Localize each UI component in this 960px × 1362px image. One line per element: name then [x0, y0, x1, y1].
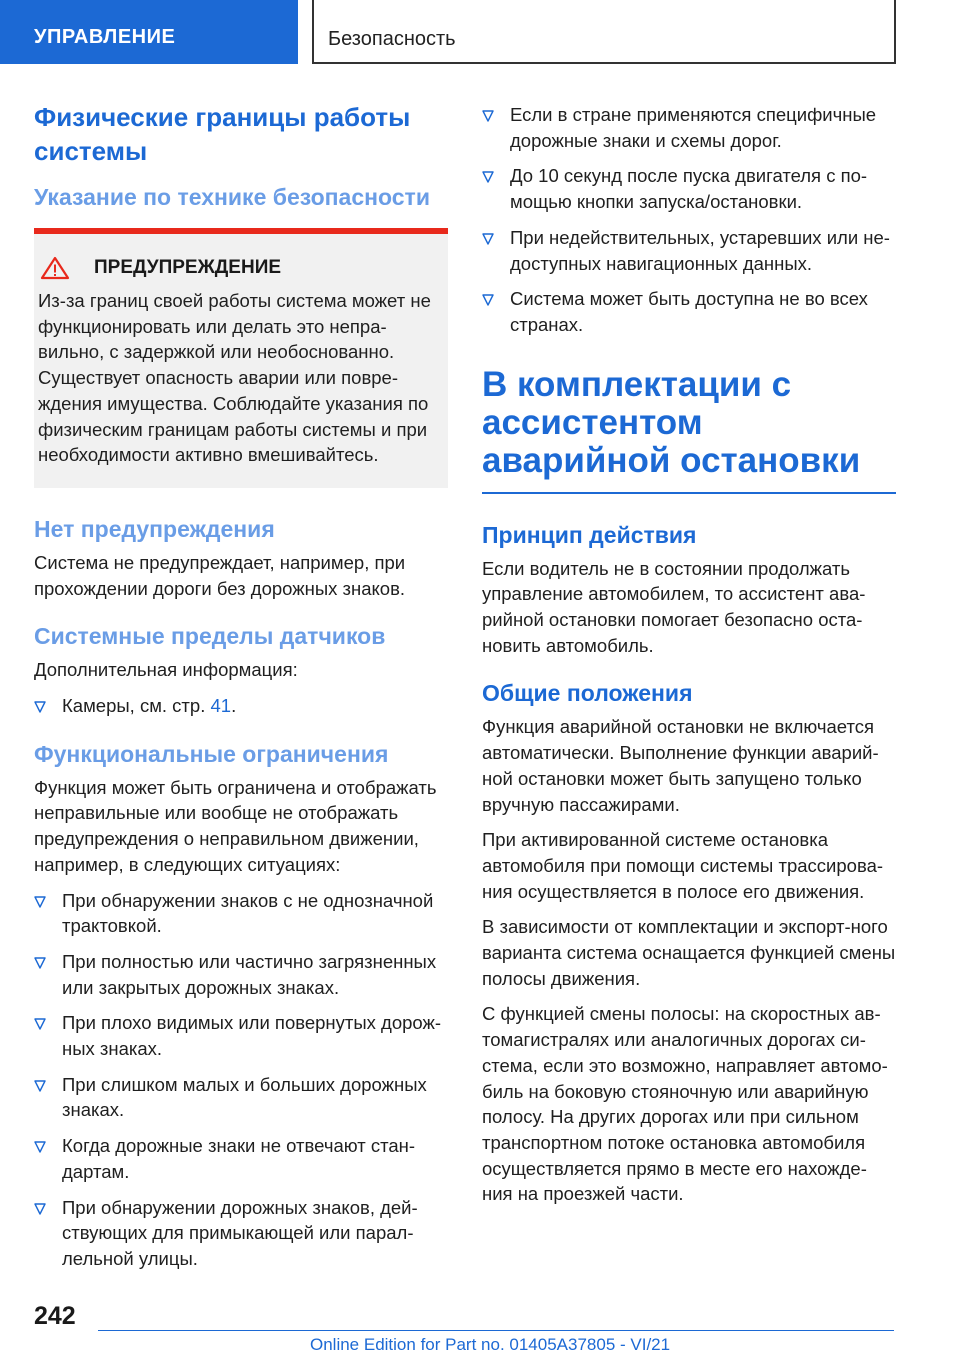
triangle-bullet-icon — [34, 1010, 62, 1061]
no-warning-heading: Нет предупреждения — [34, 515, 275, 542]
sensor-limits-text: Дополнительная информация: — [34, 659, 298, 681]
triangle-bullet-icon — [34, 1072, 62, 1123]
principle-heading: Принцип действия — [482, 521, 697, 548]
emergency-stop-title: В комплектации с ассистентом аварийной остановки — [482, 364, 861, 480]
list-item-text: При обнаружении дорожных знаков, дей-ствующих для примыкающей или парал-лельной улицы. — [62, 1196, 418, 1269]
general-paragraph: Функция аварийной остановки не включается автоматически. Выполнение функции аварий-ной остановки может быть запущено только вручную пассажирами. — [482, 716, 879, 815]
list-item-text: При плохо видимых или повернутых дорож-ных знаках. — [62, 1012, 442, 1060]
triangle-bullet-icon — [34, 693, 62, 719]
list-item — [34, 1133, 448, 1184]
functional-limits-list — [34, 888, 448, 1272]
general-heading: Общие положения — [482, 680, 693, 707]
warning-text: Из-за границ своей работы система может не функционировать или делать это непра-вильно, с задержкой или необоснованно. Существует опасность аварии или повре-ждения имущества. Соблюдайте указания по физическим границам работы системы и при необходимости активно вмешивайтесь. — [38, 290, 431, 466]
title-rule — [482, 492, 896, 494]
warning-title — [38, 256, 438, 280]
triangle-bullet-icon — [34, 949, 62, 1000]
list-item-text: При обнаружении знаков с не однозначной трактовкой. — [62, 889, 434, 937]
principle-text: Если водитель не в состоянии продолжать управление автомобилем, то ассистент ава-рийной остановки помогает безопасно оста-новить автомобиль. — [482, 557, 866, 656]
triangle-bullet-icon — [482, 286, 510, 337]
list-item-text: Когда дорожные знаки не отвечают стан-дартам. — [62, 1135, 416, 1182]
list-item — [482, 102, 896, 153]
sensor-limits-list — [34, 693, 448, 719]
safety-subtitle: Указание по технике безопасности — [34, 184, 430, 210]
general-paragraph: С функцией смены полосы: на скоростных ав-томагистралях или аналогичных дорогах си-стема, если это возможно, направляет автомо-биль на боковую стояночную или аварийную полосу. На других дорогах или при сильном транспортном потоке остановка автомобиля осуществляется прямо в месте его нахожде-ния на проезжей части. — [482, 1003, 888, 1205]
list-item-text: При слишком малых и больших дорожных знаках. — [62, 1073, 427, 1121]
list-item — [482, 286, 896, 337]
list-item — [34, 888, 448, 939]
general-paragraph: При активированной системе остановка автомобиля при помощи системы трассирова-ния осуществляется в полосе его движения. — [482, 829, 884, 902]
functional-limits-heading: Функциональные ограничения — [34, 740, 389, 767]
camera-reference-text: Камеры, см. стр. — [62, 695, 211, 717]
warning-triangle-icon — [40, 256, 70, 280]
list-item — [34, 1010, 448, 1061]
footer-rule — [98, 1330, 894, 1331]
list-item — [34, 1072, 448, 1123]
left-column — [34, 100, 448, 1272]
page-number: 242 — [34, 1302, 76, 1330]
header-section-tab: УПРАВЛЕНИЕ — [0, 0, 298, 64]
warning-box — [34, 228, 448, 488]
right-conditions-list — [482, 102, 896, 338]
list-item — [34, 949, 448, 1000]
triangle-bullet-icon — [482, 163, 510, 214]
list-item — [482, 163, 896, 214]
header-subsection: Безопасность — [312, 0, 896, 64]
triangle-bullet-icon — [482, 225, 510, 276]
warning-title-text: ПРЕДУПРЕЖДЕНИЕ — [94, 257, 282, 278]
page-link-41[interactable]: 41 — [210, 695, 232, 717]
section-title: Физические границы работы системы — [34, 102, 411, 166]
footer-edition: Online Edition for Part no. 01405A37805 - VI/21 — [310, 1335, 671, 1354]
triangle-bullet-icon — [34, 888, 62, 939]
list-item — [34, 693, 448, 719]
list-item-text: До 10 секунд после пуска двигателя с по-мощью кнопки запуска/остановки. — [510, 165, 868, 213]
right-column — [482, 94, 896, 1207]
list-item-text: При полностью или частично загрязненных или закрытых дорожных знаках. — [62, 950, 437, 998]
triangle-bullet-icon — [34, 1133, 62, 1184]
triangle-bullet-icon — [34, 1195, 62, 1272]
sensor-limits-heading: Системные пределы датчиков — [34, 623, 386, 650]
list-item — [482, 225, 896, 276]
list-item-text: При недействительных, устаревших или не-доступных навигационных данных. — [510, 226, 890, 274]
list-item-text: Система может быть доступна не во всех странах. — [510, 288, 868, 335]
triangle-bullet-icon — [482, 102, 510, 153]
list-item-text: Если в стране применяются специфичные дорожные знаки и схемы дорог. — [510, 104, 877, 151]
camera-reference-end: . — [231, 695, 237, 717]
list-item — [34, 1195, 448, 1272]
no-warning-text: Система не предупреждает, например, при прохождении дороги без дорожных знаков. — [34, 551, 406, 599]
functional-limits-text: Функция может быть ограничена и отображать неправильные или вообще не отображать предупреждения о неправильном движении, например, в следующих ситуациях: — [34, 776, 437, 875]
general-paragraph: В зависимости от комплектации и экспорт-ного варианта система оснащается функцией смены полосы движения. — [482, 916, 896, 989]
